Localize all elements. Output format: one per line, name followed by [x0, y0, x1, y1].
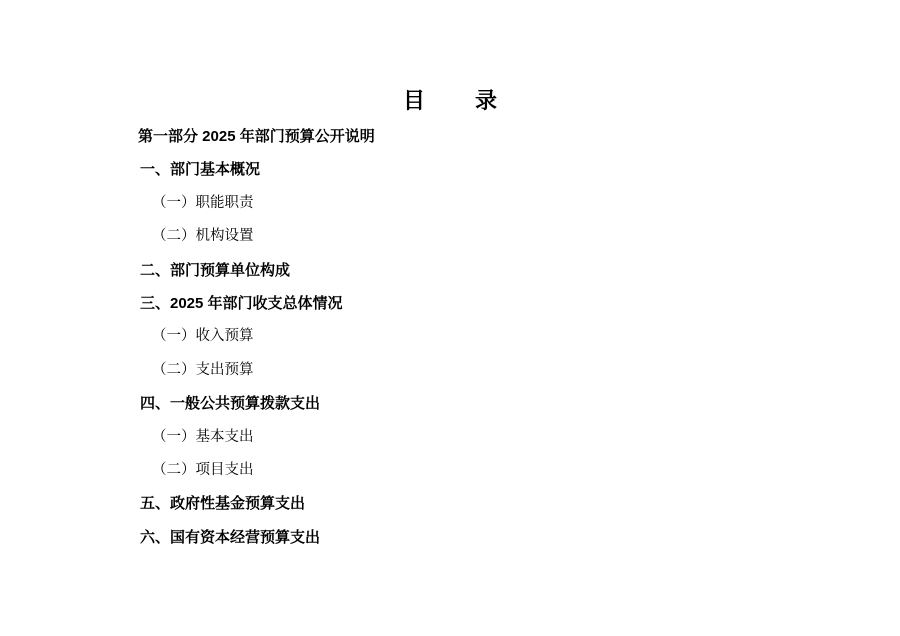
toc-entry[interactable]: 三、2025 年部门收支总体情况 [140, 295, 343, 313]
toc-entry[interactable]: （一）基本支出 [152, 428, 254, 445]
toc-entry[interactable]: （二）支出预算 [152, 361, 254, 378]
toc-entry[interactable]: 五、政府性基金预算支出 [140, 495, 306, 513]
toc-entry[interactable]: （二）机构设置 [152, 228, 254, 245]
table-of-contents [138, 120, 838, 554]
toc-entry[interactable]: 六、国有资本经营预算支出 [140, 528, 321, 546]
toc-entry[interactable]: （二）项目支出 [152, 462, 254, 479]
toc-entry[interactable]: 第一部分 2025 年部门预算公开说明 [138, 128, 375, 145]
toc-entry[interactable]: （一）收入预算 [152, 328, 254, 345]
toc-entry[interactable]: （一）职能职责 [152, 194, 254, 211]
toc-entry[interactable]: 一、部门基本概况 [140, 161, 261, 179]
page-title: 目 录 [402, 88, 511, 113]
toc-entry[interactable]: 二、部门预算单位构成 [140, 261, 291, 279]
toc-entry[interactable]: 四、一般公共预算拨款支出 [140, 395, 321, 413]
